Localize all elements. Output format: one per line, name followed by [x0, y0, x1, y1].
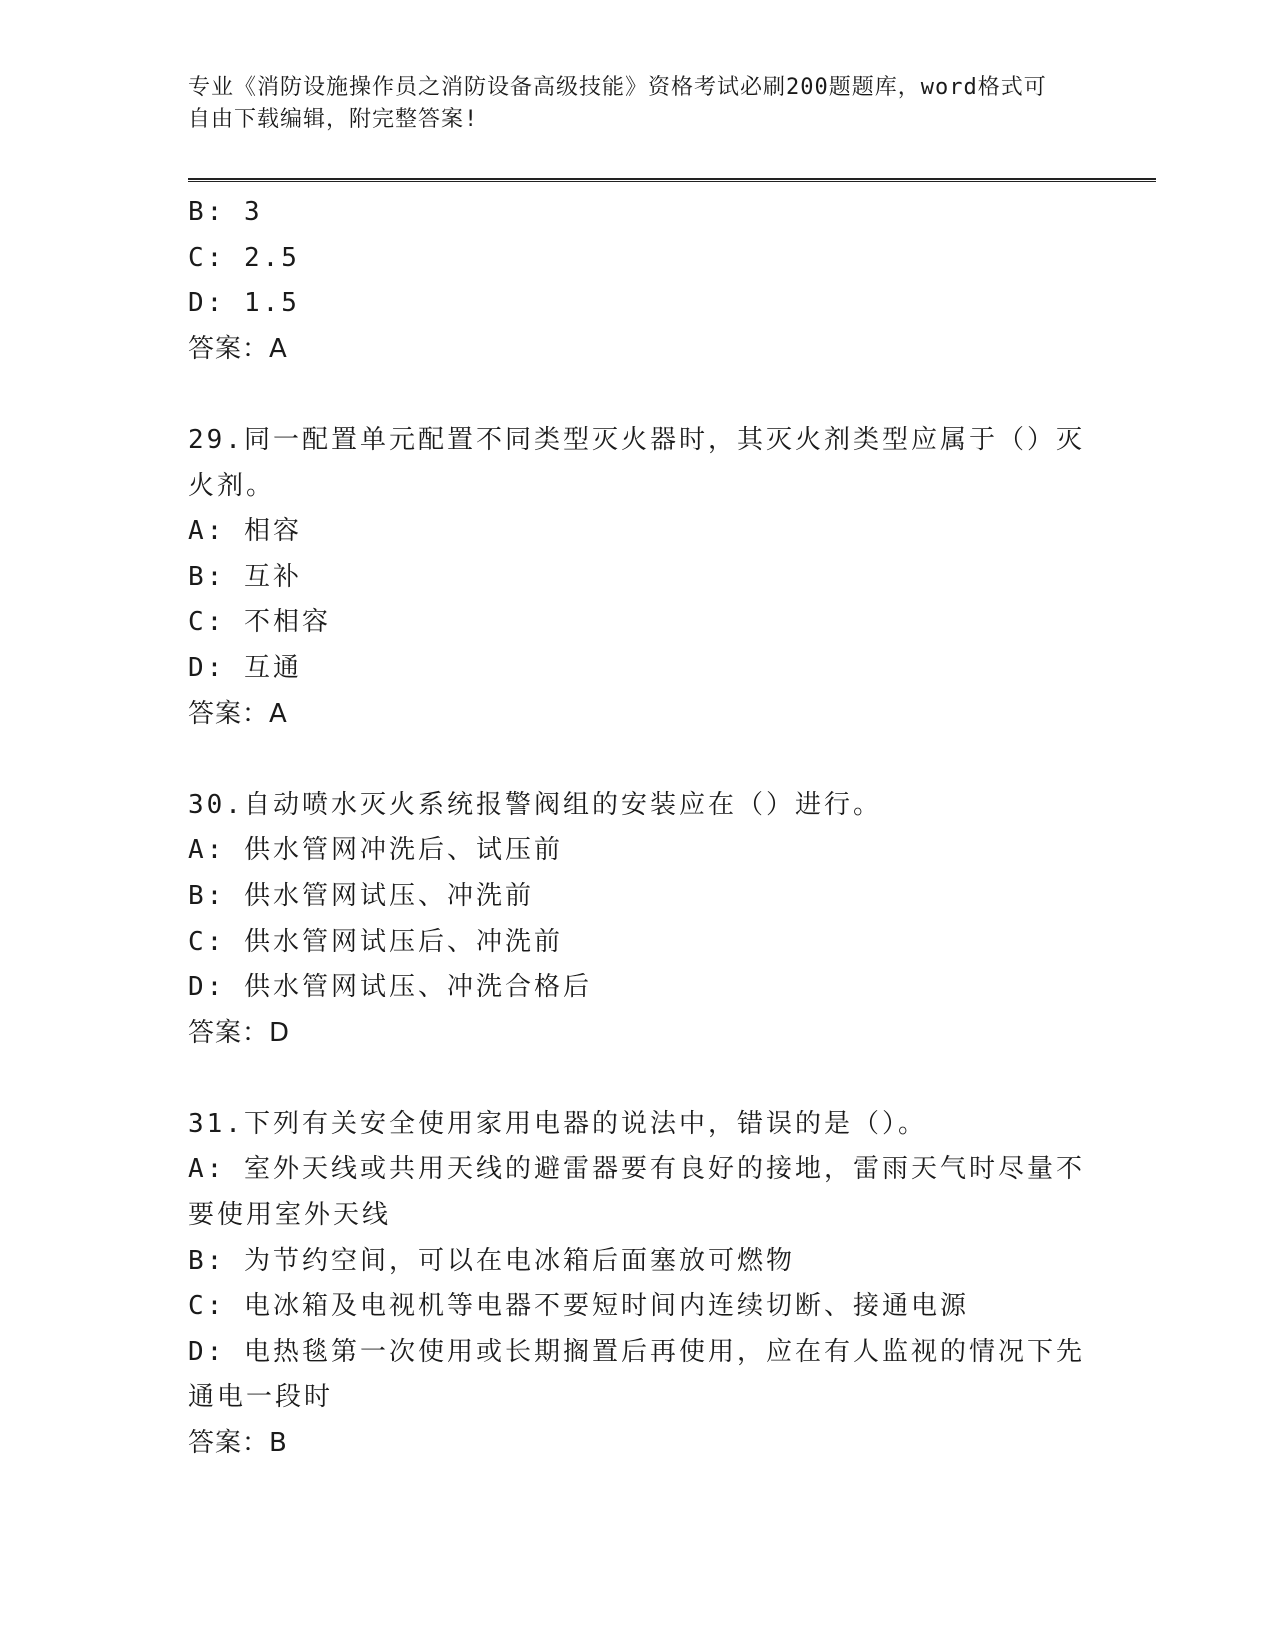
page-header: 专业《消防设施操作员之消防设备高级技能》资格考试必刷200题题库，word格式可自由下载编辑，附完整答案! [188, 75, 1047, 132]
option-c: C: 供水管网试压后、冲洗前 [188, 926, 563, 957]
option-c: C: 不相容 [188, 607, 331, 638]
document-body [188, 190, 1088, 1467]
answer: 答案：A [188, 698, 288, 729]
answer: 答案：D [188, 1017, 291, 1048]
option-c: C: 电冰箱及电视机等电器不要短时间内连续切断、接通电源 [188, 1291, 969, 1322]
option-d: D: 1.5 [188, 288, 300, 319]
spacer [188, 372, 1088, 418]
option-b: B: 3 [188, 197, 263, 227]
header-divider [188, 178, 1156, 182]
question-stem: 31.下列有关安全使用家用电器的说法中，错误的是（）。 [188, 1108, 927, 1139]
question-stem: 30.自动喷水灭火系统报警阀组的安装应在（）进行。 [188, 789, 882, 820]
option-b: B: 为节约空间，可以在电冰箱后面塞放可燃物 [188, 1245, 795, 1276]
question-28-continued [188, 190, 1088, 372]
spacer [188, 737, 1088, 783]
option-a: A: 相容 [188, 516, 302, 547]
spacer [188, 1056, 1088, 1102]
question-29 [188, 418, 1088, 737]
question-stem: 29.同一配置单元配置不同类型灭火器时，其灭火剂类型应属于（）灭火剂。 [188, 424, 1085, 501]
option-d: D: 互通 [188, 652, 302, 683]
option-a: A: 供水管网冲洗后、试压前 [188, 835, 563, 866]
option-c: C: 2.5 [188, 242, 300, 273]
question-30 [188, 783, 1088, 1057]
option-b: B: 互补 [188, 561, 302, 592]
answer: 答案：B [188, 1428, 288, 1459]
option-d: D: 供水管网试压、冲洗合格后 [188, 972, 592, 1003]
option-b: B: 供水管网试压、冲洗前 [188, 880, 534, 911]
option-a: A: 室外天线或共用天线的避雷器要有良好的接地，雷雨天气时尽量不要使用室外天线 [188, 1154, 1085, 1231]
answer: 答案：A [188, 333, 288, 364]
option-d: D: 电热毯第一次使用或长期搁置后再使用，应在有人监视的情况下先通电一段时 [188, 1336, 1085, 1413]
question-31 [188, 1102, 1088, 1467]
